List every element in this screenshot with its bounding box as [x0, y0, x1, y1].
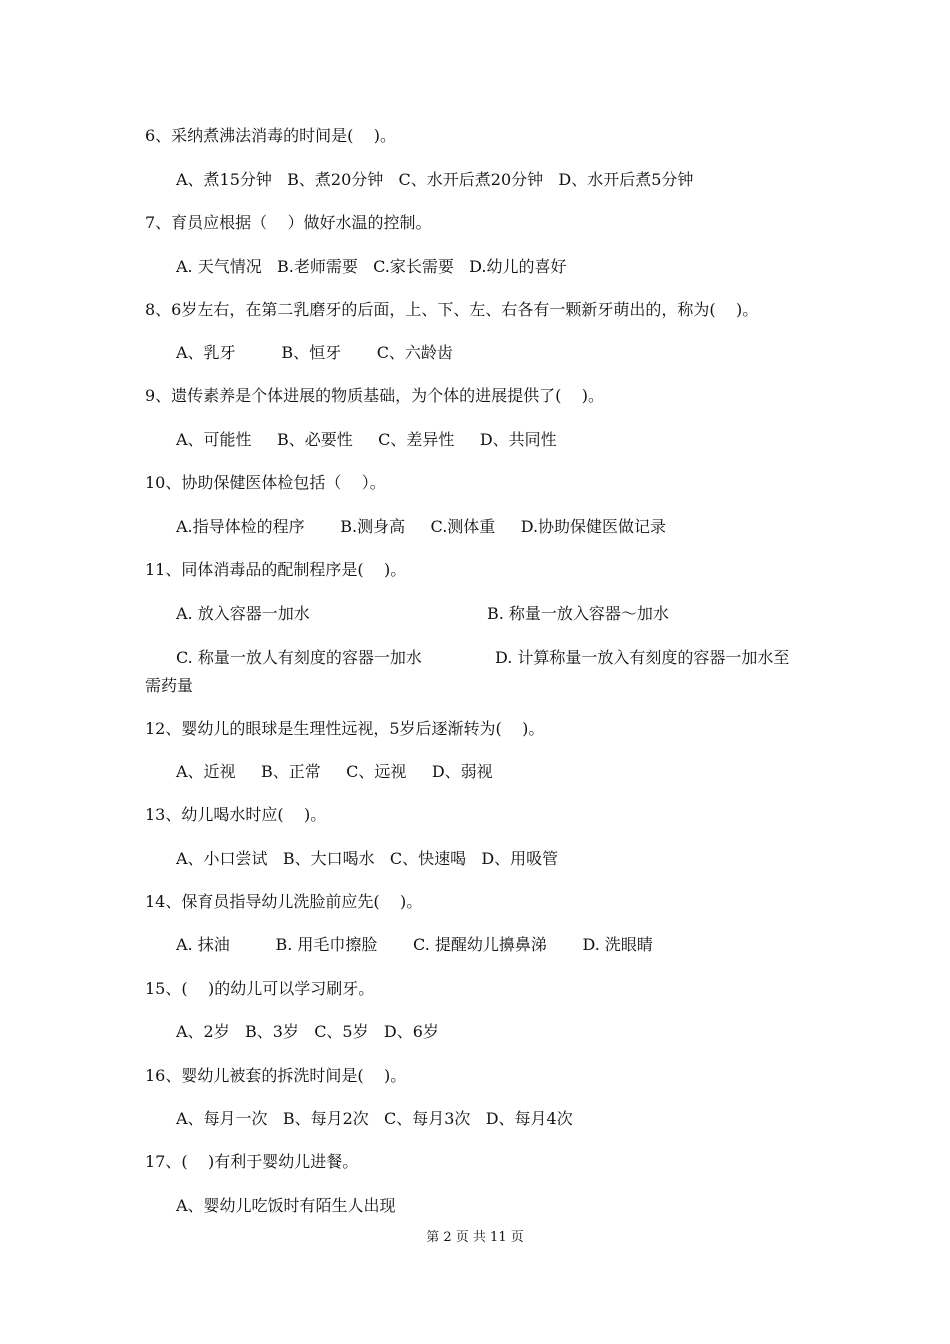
question-6: 6、采纳煮沸法消毒的时间是( )。: [145, 126, 397, 145]
question-14: 14、保育员指导幼儿洗脸前应先( )。: [145, 892, 423, 911]
question-7: 7、育员应根据（ ）做好水温的控制。: [145, 213, 432, 232]
question-10: 10、协助保健医体检包括（ ）。: [145, 473, 386, 492]
question-17: 17、( )有利于婴幼儿进餐。: [145, 1152, 359, 1171]
question-9: 9、遗传素养是个体进展的物质基础，为个体的进展提供了( )。: [145, 386, 605, 405]
options-12: A、近视 B、正常 C、远视 D、弱视: [176, 762, 493, 781]
options-15: A、2岁 B、3岁 C、5岁 D、6岁: [176, 1022, 439, 1041]
option-11-d-continued: 需药量: [145, 676, 194, 695]
option-17-a: A、婴幼儿吃饭时有陌生人出现: [176, 1196, 396, 1215]
options-14: A. 抹油 B. 用毛巾擦脸 C. 提醒幼儿擤鼻涕 D. 洗眼睛: [176, 935, 653, 954]
options-10: A.指导体检的程序 B.测身高 C.测体重 D.协助保健医做记录: [176, 517, 667, 536]
options-7: A. 天气情况 B.老师需要 C.家长需要 D.幼儿的喜好: [176, 257, 567, 276]
question-13: 13、幼儿喝水时应( )。: [145, 805, 327, 824]
question-12: 12、婴幼儿的眼球是生理性远视，5岁后逐渐转为( )。: [145, 719, 545, 738]
options-8: A、乳牙 B、恒牙 C、六龄齿: [176, 343, 453, 362]
options-9: A、可能性 B、必要性 C、差异性 D、共同性: [176, 430, 557, 449]
option-11-a: A. 放入容器一加水: [176, 604, 310, 623]
question-11: 11、同体消毒品的配制程序是( )。: [145, 560, 407, 579]
question-8: 8、6岁左右，在第二乳磨牙的后面，上、下、左、右各有一颗新牙萌出的，称为( )。: [145, 300, 759, 319]
option-11-d: D. 计算称量一放入有刻度的容器一加水至: [495, 648, 790, 667]
options-16: A、每月一次 B、每月2次 C、每月3次 D、每月4次: [176, 1109, 573, 1128]
option-11-b: B. 称量一放入容器～加水: [487, 604, 669, 623]
options-6: A、煮15分钟 B、煮20分钟 C、水开后煮20分钟 D、水开后煮5分钟: [176, 170, 694, 189]
options-13: A、小口尝试 B、大口喝水 C、快速喝 D、用吸管: [176, 849, 559, 868]
page-footer: 第 2 页 共 11 页: [426, 1230, 524, 1245]
question-15: 15、( )的幼儿可以学习刷牙。: [145, 979, 375, 998]
option-11-c: C. 称量一放人有刻度的容器一加水: [176, 648, 422, 667]
question-16: 16、婴幼儿被套的拆洗时间是( )。: [145, 1066, 407, 1085]
